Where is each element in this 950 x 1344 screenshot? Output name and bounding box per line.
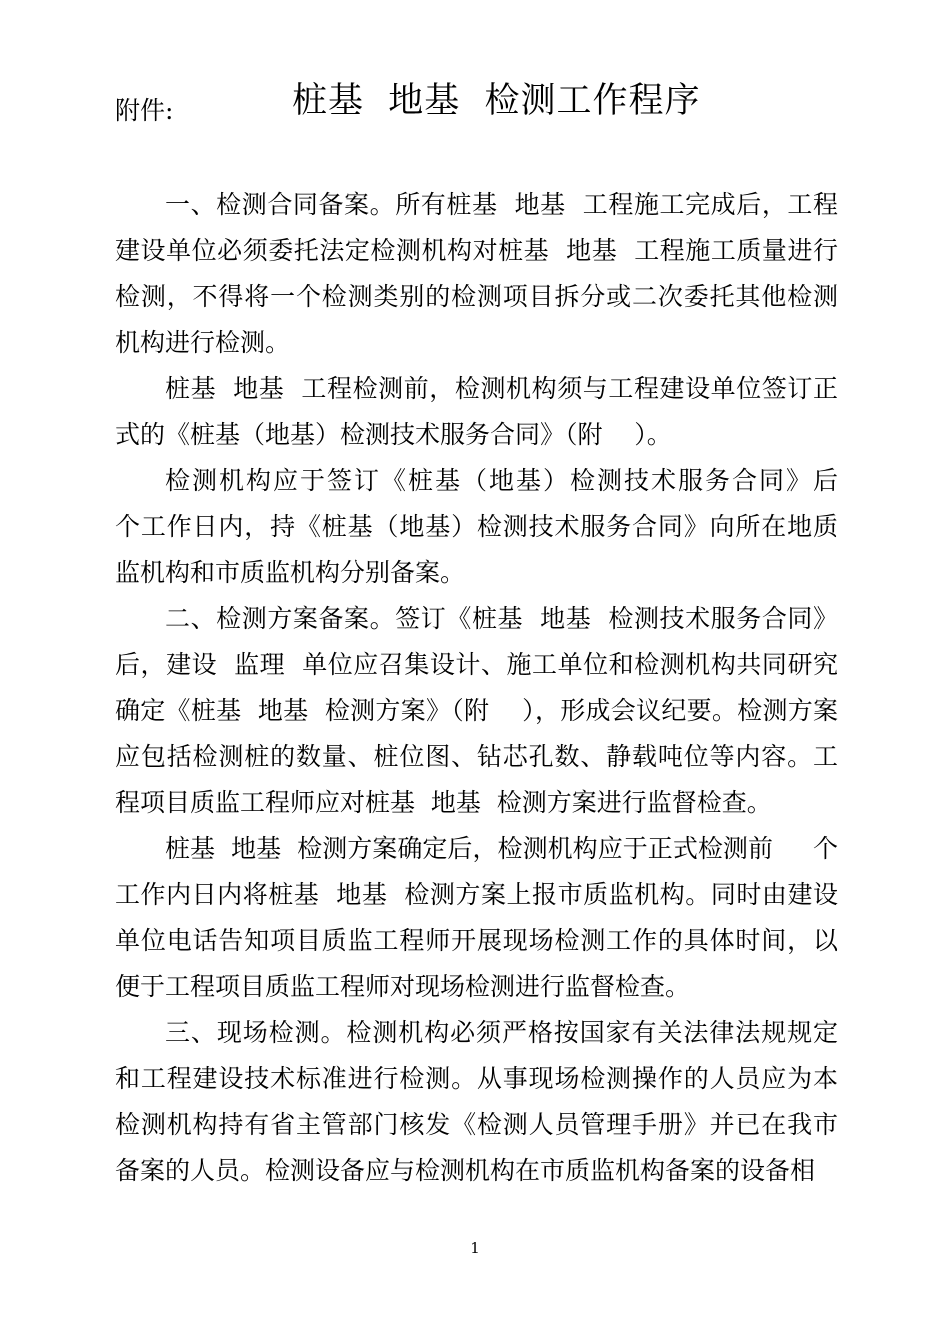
paragraph-contract-registration: 检测机构应于签订《桩基（地基）检测技术服务合同》后 个工作日内，持《桩基（地基）检测技术服务合同》向所在地质监机构和市质监机构分别备案。 <box>115 466 870 587</box>
paragraph-site-testing: 三、现场检测。检测机构必须严格按国家有关法律法规规定和工程建设技术标准进行检测。从事现场检测操作的人员应为本检测机构持有省主管部门核发《检测人员管理手册》并已在我市备案的人员。检测设备应与检测机构在市质监机构备案的设备相 <box>115 1018 838 1185</box>
attachment-label: 附件: <box>115 96 174 125</box>
page-number: 1 <box>470 1239 480 1257</box>
paragraph-contract-filing: 一、检测合同备案。所有桩基 地基 工程施工完成后，工程建设单位必须委托法定检测机构对桩基 地基 工程施工质量进行检测，不得将一个检测类别的检测项目拆分或二次委托其他检测机构进行检测。 <box>115 190 838 357</box>
paragraph-plan-submission: 桩基 地基 检测方案确定后，检测机构应于正式检测前 个工作内日内将桩基 地基 检测方案上报市质监机构。同时由建设单位电话告知项目质监工程师开展现场检测工作的具体时间，以便于工程项目质监工程师对现场检测进行监督检查。 <box>115 834 838 1001</box>
paragraph-contract-signing: 桩基 地基 工程检测前，检测机构须与工程建设单位签订正式的《桩基（地基）检测技术服务合同》（附 ）。 <box>115 374 838 449</box>
document-title: 桩基 地基 检测工作程序 <box>292 81 701 121</box>
paragraph-plan-filing: 二、检测方案备案。签订《桩基 地基 检测技术服务合同》后，建设 监理 单位应召集设计、施工单位和检测机构共同研究确定《桩基 地基 检测方案》（附 ），形成会议纪要。检测方案应包括检测桩的数量、桩位图、钻芯孔数、静载吨位等内容。工程项目质监工程师应对桩基 地基 检测方案进行监督检查。 <box>115 604 838 817</box>
document-body <box>115 182 870 1194</box>
